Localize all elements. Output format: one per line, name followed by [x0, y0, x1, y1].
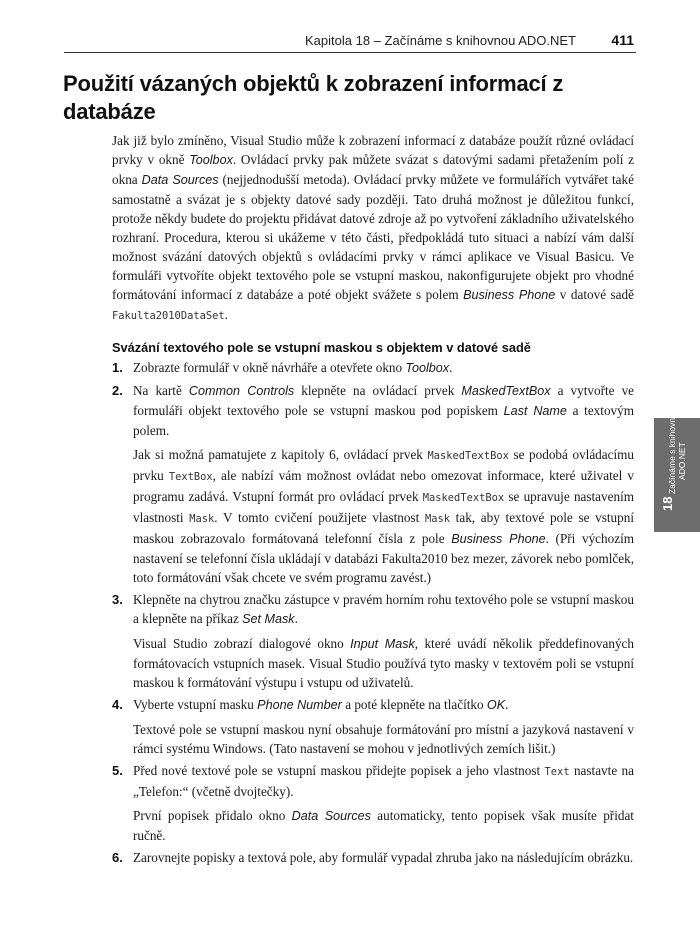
step-3-note: Visual Studio zobrazí dialogové okno Input Mask, které uvádí několik předdefinovaných formátovacích vstupních masek. Visual Studio používá tyto masky v textovém poli se vstupní maskou k formátování výstupu i vstupu od uživatelů.	[133, 636, 634, 690]
step-5-note: První popisek přidalo okno Data Sources automaticky, tento popisek však musíte přidat ručně.	[133, 808, 634, 843]
step-2-note: Jak si možná pamatujete z kapitoly 6, ovládací prvek MaskedTextBox se podobá ovládacímu prvku TextBox, ale nabízí vám možnost ovládat nebo omezovat informace, které uživatel v programu zadává. Vstupní formát pro ovládací prvek MaskedTextBox se upravuje nastavením vlastnosti Mask. V tomto cvičení použijete vlastnost Mask tak, aby textové pole se vstupní maskou zobrazovalo formátovaná telefonní čísla z pole Business Phone. (Při výchozím nastavení se telefonní čísla ukládají v databázi Fakulta2010 bez mezer, závorek nebo pomlček, toto formátování však chcete ve svém programu zavést.)	[133, 447, 634, 585]
step-4-note: Textové pole se vstupní maskou nyní obsahuje formátování pro místní a jazyková nastavení v rámci systému Windows. (Tato nastavení se mohou v jednotlivých zemích lišit.)	[133, 722, 634, 756]
side-tab-chapter-label: Začínáme s knihovnou ADO.NET	[667, 408, 687, 494]
procedure-steps	[112, 358, 634, 867]
step-6: 6. Zarovnejte popisky a textová pole, aby formulář vypadal zhruba jako na následujícím obrázku.	[112, 850, 634, 865]
page-number: 411	[611, 32, 634, 48]
step-1: 1. Zobrazte formulář v okně návrháře a otevřete okno Toolbox.	[112, 360, 453, 375]
step-2: 2. Na kartě Common Controls klepněte na ovládací prvek MaskedTextBox a vytvořte ve formuláři objekt textového pole se vstupní maskou pod popiskem Last Name a textovým polem. Jak si možná pamatujete z kapitoly 6, ovládací prvek MaskedTextBox se podobá ovládacímu prvku TextBox, ale nabízí vám možnost ovládat nebo omezovat informace, které uživatel v programu zadává. Vstupní formát pro ovládací prvek MaskedTextBox se upravuje nastavením vlastnosti Mask. V tomto cvičení použijete vlastnost Mask tak, aby textové pole se vstupní maskou zobrazovalo formátovaná telefonní čísla z pole Business Phone. (Při výchozím nastavení se telefonní čísla ukládají v databázi Fakulta2010 bez mezer, závorek nebo pomlček, toto formátování však chcete ve svém programu zavést.)	[112, 383, 635, 585]
chapter-title: Kapitola 18 – Začínáme s knihovnou ADO.NET	[305, 33, 576, 48]
section-title: Použití vázaných objektů k zobrazení informací z databáze	[63, 71, 564, 124]
side-tab-chapter-number: 18	[660, 496, 675, 511]
procedure-heading: Svázání textového pole se vstupní maskou s objektem v datové sadě	[112, 340, 531, 355]
body-text	[112, 131, 634, 867]
step-3: 3. Klepněte na chytrou značku zástupce v pravém horním rohu textového pole se vstupní maskou a klepněte na příkaz Set Mask. Visual Studio zobrazí dialogové okno Input Mask, které uvádí několik předdefinovaných formátovacích vstupních masek. Visual Studio používá tyto masky v textovém poli se vstupní maskou k formátování výstupu i vstupu od uživatelů.	[112, 592, 634, 690]
running-header	[64, 30, 636, 53]
step-4: 4. Vyberte vstupní masku Phone Number a poté klepněte na tlačítko OK. Textové pole se vstupní maskou nyní obsahuje formátování pro místní a jazyková nastavení v rámci systému Windows. (Tato nastavení se mohou v jednotlivých zemích lišit.)	[112, 697, 634, 756]
step-5: 5. Před nové textové pole se vstupní maskou přidejte popisek a jeho vlastnost Text nastavte na „Telefon:“ (včetně dvojtečky). První popisek přidalo okno Data Sources automaticky, tento popisek však musíte přidat ručně.	[112, 763, 635, 843]
intro-paragraph: Jak již bylo zmíněno, Visual Studio může k zobrazení informací z databáze použít různé ovládací prvky v okně Toolbox. Ovládací prvky pak můžete svázat s datovými sadami přetažením polí z okna Data Sources (nejjednodušší metoda). Ovládací prvky můžete ve formulářích vytvářet také samostatně a svázat je s objekty datové sady později. Tato druhá možnost je důležitou funkcí, protože někdy budete do projektu přidávat datové zdroje až po vytvoření základního uživatelského rozhraní. Procedura, kterou si ukážeme v této části, předpokládá tuto situaci a nabízí vám další možnost svázání datových objektů s ovládacími prvky v rámci aplikace ve Visual Basicu. Ve formuláři vytvoříte objekt textového pole se vstupní maskou, nakonfigurujete objekt pro vhodné formátování informací z databáze a poté objekt svážete s polem Business Phone v datové sadě Fakulta2010DataSet.	[112, 133, 634, 322]
